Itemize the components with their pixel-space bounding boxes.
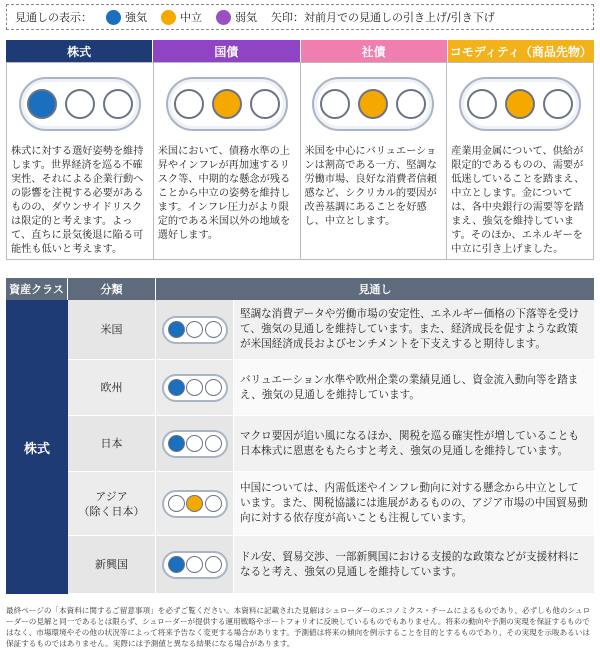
legend-bullish-dot: [106, 10, 121, 25]
signal-lamp-left: [168, 495, 185, 512]
table-row-europe: [68, 360, 594, 416]
category-cell: 新興国: [68, 536, 156, 593]
card-government-bonds: [154, 63, 301, 259]
outlook-text: 堅調な消費データや労働市場の安定性、エネルギー価格の下落等を受けて、強気の見通しを維持しています。また、経済成長を促すような政策が米国経済成長およびセンチメントを下支えすると期待します。: [234, 300, 594, 359]
table-row-us: [68, 300, 594, 360]
signal-lamp-center: [186, 556, 203, 573]
legend-title: 見通しの表示：: [15, 11, 92, 24]
header-equities: 株式: [6, 40, 153, 62]
category-cell: 米国: [68, 300, 156, 359]
signal-lamp-right: [103, 89, 133, 119]
signal-lamp-center: [186, 321, 203, 338]
signal-indicator: [166, 77, 288, 131]
card-text: 産業用金属について、供給が限定的であるものの、需要が低迷していることを踏まえ、中立とします。金については、各中央銀行の需要等を踏まえ、強気を維持しています。そのほか、エネルギーを中立に引き上げました。: [451, 146, 585, 255]
legend-bearish-dot: [216, 10, 231, 25]
signal-lamp-left: [168, 435, 185, 452]
header-corporate-bonds: 社債: [301, 40, 448, 62]
signal-indicator: [162, 374, 228, 402]
outlook-legend: [6, 4, 594, 30]
signal-lamp-right: [250, 89, 280, 119]
category-cell: 欧州: [68, 360, 156, 415]
category-cell: 日本: [68, 416, 156, 471]
signal-indicator: [312, 77, 434, 131]
header-commodities: コモディティ（商品先物）: [448, 40, 594, 62]
table-header: [6, 278, 594, 300]
signal-indicator: [19, 77, 141, 131]
legend-bearish-label: 弱気: [235, 11, 257, 24]
signal-lamp-left: [168, 556, 185, 573]
signal-lamp-right: [205, 379, 222, 396]
outlook-text: バリュエーション水準や欧州企業の業績見通し、資金流入動向等を踏まえ、強気の見通しを維持しています。: [234, 360, 594, 415]
signal-lamp-right: [205, 556, 222, 573]
card-text: 米国において、債務水準の上昇やインフレが再加速するリスク等、中期的な懸念が残ることから中立の姿勢を維持します。インフレ圧力がより限定的である米国以外の地域を選好します。: [157, 146, 291, 241]
legend-neutral-dot: [161, 10, 176, 25]
signal-lamp-left: [320, 89, 350, 119]
signal-indicator: [459, 77, 581, 131]
disclaimer-footer: 最終ページの「本資料に関するご留意事項」を必ずご覧ください。本資料に記載された見解はシュローダーのエコノミクス・チームによるものであり、必ずしも他のシュローダーの見解と同一であるとは限らず、シュローダーが提供する運用戦略やポートフォリオに反映しているものでもありません。将来の動向や予測の実現を保証するものではなく、市場環境やその他の状況等によって将来予告なく変更する場合があります。予測値は将来の傾向を例示することを目的とするものであり、その実現を示唆あるいは保証するものではありません。実際には予測値と異なる結果になる場合があります。: [6, 606, 591, 648]
header-government-bonds: 国債: [153, 40, 300, 62]
asset-overview-header: [6, 40, 594, 62]
header-outlook: 見通し: [358, 283, 392, 296]
outlook-text: 中国については、内需低迷やインフレ動向に対する懸念から中立としています。また、関税協議には進展があるものの、アジア市場の中国貿易動向に対する依存度が高いことも注視しています。: [234, 472, 594, 535]
signal-lamp-left: [168, 321, 185, 338]
asset-class-equities: 株式: [6, 300, 68, 594]
legend-neutral-label: 中立: [180, 11, 202, 24]
card-commodities: [447, 63, 593, 259]
signal-lamp-center: [186, 379, 203, 396]
table-row-asia-ex-japan: [68, 472, 594, 536]
signal-lamp-right: [205, 435, 222, 452]
legend-arrow-note: 矢印：対前月での見通しの引き上げ/引き下げ: [271, 11, 495, 24]
card-text: 株式に対する選好姿勢を維持します。世界経済を巡る不確実性、それによる企業行動への影響を注視する必要があるものの、ダウンサイドリスクは限定的と考えます。よって、直ちに景気後退に陥る可能性も低いと考えます。: [11, 146, 144, 255]
signal-lamp-center: [186, 435, 203, 452]
signal-lamp-right: [205, 321, 222, 338]
outlook-text: マクロ要因が追い風になるほか、関税を巡る確実性が増していることも日本株式に恩恵をもたらすと考え、強気の見通しを維持しています。: [234, 416, 594, 471]
table-row-japan: [68, 416, 594, 472]
table-row-emerging: [68, 536, 594, 594]
header-category: 分類: [68, 278, 156, 300]
card-equities: [7, 63, 154, 259]
card-text: 米国を中心にバリュエーションは割高である一方、堅調な労働市場、良好な消費者信頼感など、シクリカル的要因が改善基調にあることを好感し、中立とします。: [304, 146, 437, 227]
signal-lamp-left: [27, 89, 57, 119]
signal-lamp-left: [467, 89, 497, 119]
signal-lamp-center: [65, 89, 95, 119]
signal-lamp-center: [186, 495, 203, 512]
signal-lamp-left: [174, 89, 204, 119]
signal-indicator: [162, 551, 228, 579]
signal-lamp-center: [358, 89, 388, 119]
outlook-text: ドル安、貿易交渉、一部新興国における支援的な政策などが支援材料になると考え、強気の見通しを維持しています。: [234, 536, 594, 593]
signal-lamp-right: [205, 495, 222, 512]
signal-lamp-right: [543, 89, 573, 119]
signal-lamp-center: [212, 89, 242, 119]
card-corporate-bonds: [301, 63, 448, 259]
legend-bullish-label: 強気: [125, 11, 147, 24]
equity-outlook-table: [6, 278, 594, 594]
asset-overview-cards: [6, 62, 594, 260]
signal-lamp-right: [396, 89, 426, 119]
signal-lamp-left: [168, 379, 185, 396]
category-cell: アジア （除く日本）: [68, 472, 156, 535]
signal-indicator: [162, 490, 228, 518]
signal-indicator: [162, 430, 228, 458]
signal-indicator: [162, 316, 228, 344]
signal-lamp-center: [505, 89, 535, 119]
header-asset-class: 資産クラス: [6, 278, 68, 300]
